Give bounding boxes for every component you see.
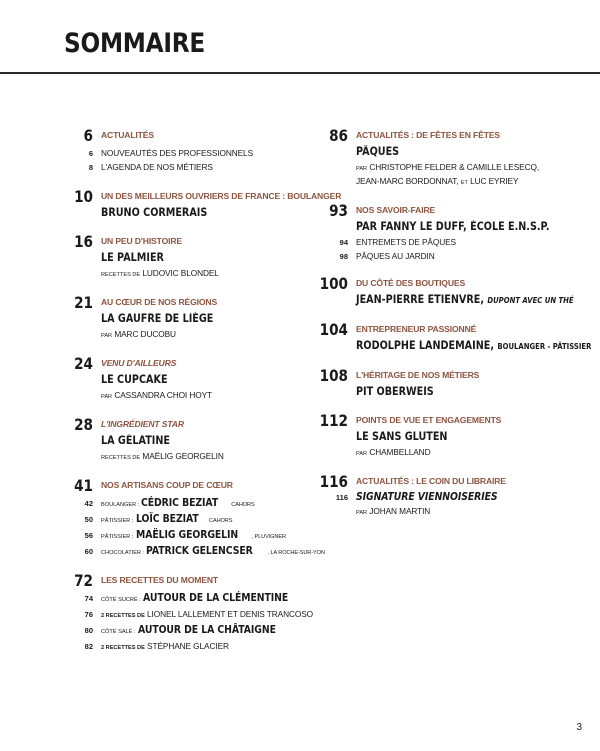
artisan-role: BOULANGER : (101, 502, 140, 508)
page-ref: 6 (83, 126, 93, 145)
title-rule (0, 72, 600, 74)
toc-entry[interactable] (60, 232, 310, 281)
page-ref: 16 (74, 232, 93, 251)
sub-item: ENTREMETS DE PÂQUES (356, 237, 456, 247)
page-ref: 21 (74, 293, 93, 312)
page-ref: 93 (329, 201, 348, 220)
section-label: L'HÉRITAGE DE NOS MÉTIERS (356, 370, 480, 380)
section-label: VENU D'AILLEURS (101, 358, 177, 368)
byline: LUC EYRIEY (470, 176, 519, 186)
page-ref: 86 (329, 126, 348, 145)
section-label: L'INGRÉDIENT STAR (101, 419, 184, 429)
entry-heading: LA GÉLATINE (101, 434, 171, 447)
entry-heading: LE CUPCAKE (101, 373, 168, 386)
page-title: SOMMAIRE (64, 28, 205, 59)
sub-page-ref: 98 (339, 252, 348, 261)
page-ref: 41 (74, 476, 93, 495)
page-ref: 72 (74, 571, 93, 590)
entry-heading: LE PALMIER (101, 251, 164, 264)
toc-entry[interactable] (60, 415, 310, 464)
toc-entry[interactable] (60, 293, 310, 342)
entry-heading: PAR FANNY LE DUFF, ÉCOLE E.N.S.P. (356, 220, 550, 233)
entry-heading: LA GAUFRE DE LIÈGE (101, 312, 214, 325)
artisan-role: PÂTISSIER : (101, 518, 134, 524)
byline: LUDOVIC BLONDEL (142, 268, 219, 278)
recipe-prefix: 2 RECETTES DE (101, 645, 145, 651)
entry-heading: BRUNO CORMERAIS (101, 206, 208, 219)
toc-entry[interactable] (60, 126, 310, 173)
section-label: ACTUALITÉS (101, 130, 154, 140)
byline-prefix: PAR (356, 510, 368, 516)
entry-heading: PIT OBERWEIS (356, 385, 434, 398)
entry-heading: SIGNATURE VIENNOISERIES (356, 491, 498, 503)
artisan-place: CAHORS (231, 502, 255, 508)
toc-entry[interactable] (300, 274, 574, 308)
toc-right-column (300, 126, 592, 519)
sub-item: PÂQUES AU JARDIN (356, 251, 435, 261)
sub-item: NOUVEAUTÉS DES PROFESSIONNELS (101, 148, 254, 158)
section-label: LES RECETTES DU MOMENT (101, 575, 219, 585)
toc-entry[interactable] (300, 126, 565, 189)
entry-heading-extra: DUPONT AVEC UN THÉ (487, 296, 574, 305)
sub-page-ref: 76 (84, 610, 93, 619)
artisan-place: , PLUVIGNER (251, 534, 286, 540)
recipe-prefix: CÔTÉ SUCRÉ : (101, 597, 141, 603)
page-ref: 28 (74, 415, 93, 434)
artisan-name: PATRICK GELENCSER (146, 545, 254, 557)
toc-entry[interactable] (60, 571, 314, 654)
byline: MAËLIG GEORGELIN (142, 451, 224, 461)
recipe-prefix: CÔTÉ SALÉ : (101, 629, 136, 635)
sub-page-ref: 74 (84, 594, 93, 603)
toc-entry[interactable] (300, 366, 565, 399)
sub-page-ref: 42 (84, 499, 93, 508)
byline-prefix: RECETTES DE (101, 455, 141, 461)
byline-prefix: PAR (356, 451, 368, 457)
byline-prefix: RECETTES DE (101, 272, 141, 278)
toc-entry[interactable] (60, 476, 325, 559)
toc-entry[interactable] (300, 411, 565, 460)
byline: MARC DUCOBU (114, 329, 176, 339)
toc-entry[interactable] (60, 354, 310, 403)
entry-heading: JEAN-PIERRE ETIENVRE, (356, 293, 485, 306)
artisan-name: MAËLIG GEORGELIN (135, 529, 238, 541)
recipe-prefix: 2 RECETTES DE (101, 613, 145, 619)
section-label: ACTUALITÉS : LE COIN DU LIBRAIRE (356, 476, 506, 486)
sub-page-ref: 80 (84, 626, 93, 635)
recipe-title: AUTOUR DE LA CLÉMENTINE (143, 592, 289, 604)
section-label: NOS SAVOIR-FAIRE (356, 205, 436, 215)
section-label: DU CÔTÉ DES BOUTIQUES (356, 278, 466, 288)
toc-entry[interactable] (300, 472, 565, 519)
section-label: NOS ARTISANS COUP DE CŒUR (101, 480, 233, 490)
toc-entry[interactable] (300, 320, 592, 354)
artisan-role: PÂTISSIER : (101, 534, 134, 540)
sub-page-ref: 60 (84, 547, 93, 556)
entry-heading: LE SANS GLUTEN (356, 430, 448, 443)
recipe-title: LIONEL LALLEMENT ET DENIS TRANCOSO (147, 609, 314, 619)
byline: JEAN-MARC BORDONNAT, (356, 176, 459, 186)
section-label: POINTS DE VUE ET ENGAGEMENTS (356, 415, 502, 425)
sub-item: L'AGENDA DE NOS MÉTIERS (101, 162, 213, 172)
page-ref: 116 (319, 472, 348, 491)
artisan-place: CAHORS (209, 518, 233, 524)
byline-conj: ET (460, 180, 468, 186)
section-label: ACTUALITÉS : DE FÊTES EN FÊTES (356, 130, 500, 140)
page-ref: 104 (319, 320, 348, 339)
sub-page-ref: 94 (339, 238, 348, 247)
section-label: ENTREPRENEUR PASSIONNÉ (356, 324, 477, 334)
section-label: UN DES MEILLEURS OUVRIERS DE FRANCE : BOULANGER (101, 191, 342, 201)
sub-page-ref: 116 (335, 493, 348, 502)
recipe-title: STÉPHANE GLACIER (147, 641, 229, 651)
byline-prefix: PAR (356, 166, 368, 172)
artisan-place: , LA ROCHE-SUR-YON (267, 550, 325, 556)
page-ref: 108 (319, 366, 348, 385)
sub-page-ref: 8 (88, 163, 93, 172)
sub-page-ref: 82 (84, 642, 93, 651)
page-ref: 100 (319, 274, 348, 293)
entry-heading: RODOLPHE LANDEMAINE, (356, 339, 494, 352)
sub-page-ref: 56 (84, 531, 93, 540)
byline-prefix: PAR (101, 333, 113, 339)
page-ref: 10 (74, 187, 93, 206)
artisan-name: CÉDRIC BEZIAT (141, 497, 219, 509)
byline-prefix: PAR (101, 394, 113, 400)
page-ref: 24 (74, 354, 93, 373)
recipe-title: AUTOUR DE LA CHÂTAIGNE (137, 624, 276, 636)
page-number: 3 (576, 722, 582, 733)
sub-page-ref: 6 (88, 149, 93, 158)
entry-heading: PÂQUES (356, 145, 400, 158)
byline: CHAMBELLAND (369, 447, 431, 457)
byline: CASSANDRA CHOI HOYT (114, 390, 212, 400)
artisan-role: CHOCOLATIER : (101, 550, 145, 556)
byline: JOHAN MARTIN (369, 506, 431, 516)
sub-page-ref: 50 (84, 515, 93, 524)
entry-heading-extra: BOULANGER - PÂTISSIER (497, 342, 592, 351)
artisan-name: LOÏC BEZIAT (135, 513, 199, 525)
section-label: AU CŒUR DE NOS RÉGIONS (101, 297, 218, 307)
toc-entry[interactable] (300, 201, 565, 262)
page-ref: 112 (319, 411, 348, 430)
byline: CHRISTOPHE FELDER & CAMILLE LESECQ, (369, 162, 540, 172)
section-label: UN PEU D'HISTOIRE (101, 236, 182, 246)
